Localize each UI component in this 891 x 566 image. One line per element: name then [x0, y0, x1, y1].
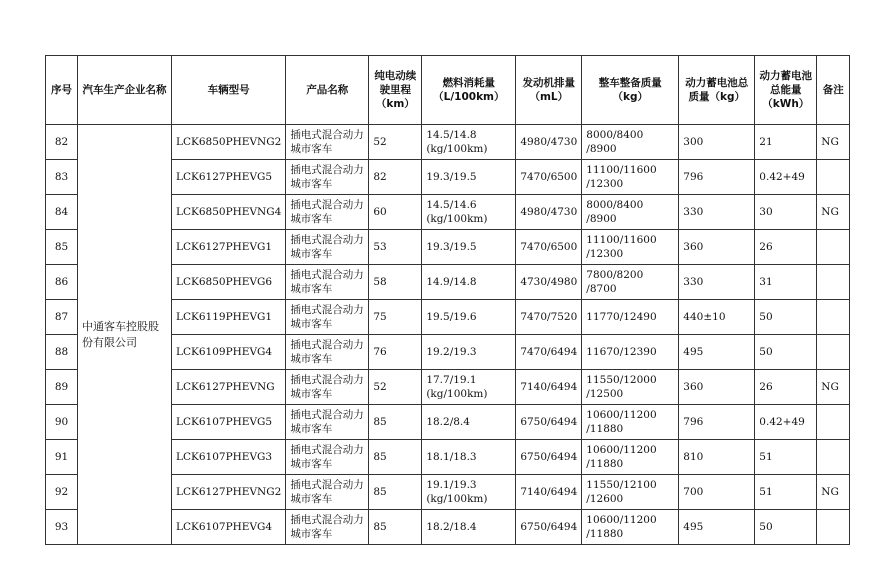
header-range: 纯电动续驶里程（km） — [369, 56, 422, 125]
cell-battery-energy: 51 — [755, 475, 817, 510]
cell-mass: 11100/11600 /12300 — [582, 230, 679, 265]
cell-fuel: 18.2/8.4 — [422, 405, 516, 440]
cell-mass: 10600/11200 /11880 — [582, 440, 679, 475]
cell-battery-energy: 50 — [755, 335, 817, 370]
cell-notes — [817, 405, 850, 440]
cell-seq: 84 — [46, 195, 78, 230]
cell-notes: NG — [817, 125, 850, 160]
header-engine: 发动机排量（mL） — [516, 56, 582, 125]
cell-battery-mass: 440±10 — [679, 300, 755, 335]
cell-model: LCK6119PHEVG1 — [172, 300, 286, 335]
cell-model: LCK6850PHEVNG4 — [172, 195, 286, 230]
cell-model: LCK6109PHEVG4 — [172, 335, 286, 370]
cell-seq: 86 — [46, 265, 78, 300]
cell-range: 76 — [369, 335, 422, 370]
cell-notes — [817, 230, 850, 265]
cell-range: 52 — [369, 370, 422, 405]
header-battery-mass: 动力蓄电池总质量（kg） — [679, 56, 755, 125]
cell-battery-energy: 0.42+49 — [755, 160, 817, 195]
header-mass: 整车整备质量（kg） — [582, 56, 679, 125]
cell-seq: 92 — [46, 475, 78, 510]
cell-fuel: 18.1/18.3 — [422, 440, 516, 475]
cell-product: 插电式混合动力城市客车 — [286, 160, 369, 195]
cell-model: LCK6107PHEVG3 — [172, 440, 286, 475]
table-body — [46, 125, 850, 545]
cell-product: 插电式混合动力城市客车 — [286, 195, 369, 230]
cell-product: 插电式混合动力城市客车 — [286, 405, 369, 440]
cell-notes — [817, 510, 850, 545]
cell-fuel: 19.5/19.6 — [422, 300, 516, 335]
header-notes: 备注 — [817, 56, 850, 125]
cell-model: LCK6127PHEVG1 — [172, 230, 286, 265]
cell-range: 85 — [369, 510, 422, 545]
cell-product: 插电式混合动力城市客车 — [286, 230, 369, 265]
cell-battery-mass: 330 — [679, 265, 755, 300]
cell-notes — [817, 160, 850, 195]
cell-mass: 11770/12490 — [582, 300, 679, 335]
cell-fuel: 19.3/19.5 — [422, 160, 516, 195]
cell-engine: 6750/6494 — [516, 405, 582, 440]
cell-engine: 7140/6494 — [516, 370, 582, 405]
cell-mass: 11670/12390 — [582, 335, 679, 370]
cell-battery-energy: 26 — [755, 370, 817, 405]
cell-engine: 4730/4980 — [516, 265, 582, 300]
cell-product: 插电式混合动力城市客车 — [286, 475, 369, 510]
cell-fuel: 19.2/19.3 — [422, 335, 516, 370]
cell-notes: NG — [817, 370, 850, 405]
cell-engine: 7470/6500 — [516, 230, 582, 265]
cell-mass: 7800/8200 /8700 — [582, 265, 679, 300]
cell-battery-mass: 810 — [679, 440, 755, 475]
cell-model: LCK6107PHEVG5 — [172, 405, 286, 440]
cell-mass: 10600/11200 /11880 — [582, 405, 679, 440]
cell-battery-energy: 51 — [755, 440, 817, 475]
cell-mass: 11100/11600 /12300 — [582, 160, 679, 195]
header-model: 车辆型号 — [172, 56, 286, 125]
cell-seq: 87 — [46, 300, 78, 335]
cell-fuel: 19.3/19.5 — [422, 230, 516, 265]
cell-range: 82 — [369, 160, 422, 195]
cell-manufacturer: 中通客车控股股份有限公司 — [78, 125, 172, 545]
cell-engine: 7470/6494 — [516, 335, 582, 370]
cell-notes — [817, 300, 850, 335]
cell-model: LCK6107PHEVG4 — [172, 510, 286, 545]
cell-seq: 89 — [46, 370, 78, 405]
cell-range: 85 — [369, 405, 422, 440]
cell-fuel: 17.7/19.1 (kg/100km) — [422, 370, 516, 405]
cell-fuel: 14.5/14.6 (kg/100km) — [422, 195, 516, 230]
cell-engine: 4980/4730 — [516, 195, 582, 230]
cell-product: 插电式混合动力城市客车 — [286, 510, 369, 545]
cell-mass: 8000/8400 /8900 — [582, 195, 679, 230]
cell-engine: 7470/6500 — [516, 160, 582, 195]
cell-mass: 8000/8400 /8900 — [582, 125, 679, 160]
cell-range: 85 — [369, 440, 422, 475]
cell-product: 插电式混合动力城市客车 — [286, 265, 369, 300]
header-manufacturer: 汽车生产企业名称 — [78, 56, 172, 125]
cell-model: LCK6127PHEVNG2 — [172, 475, 286, 510]
cell-battery-mass: 330 — [679, 195, 755, 230]
cell-fuel: 18.2/18.4 — [422, 510, 516, 545]
header-seq: 序号 — [46, 56, 78, 125]
cell-product: 插电式混合动力城市客车 — [286, 370, 369, 405]
cell-battery-mass: 700 — [679, 475, 755, 510]
cell-battery-mass: 360 — [679, 230, 755, 265]
cell-seq: 93 — [46, 510, 78, 545]
cell-battery-mass: 300 — [679, 125, 755, 160]
cell-range: 58 — [369, 265, 422, 300]
cell-engine: 7140/6494 — [516, 475, 582, 510]
cell-product: 插电式混合动力城市客车 — [286, 300, 369, 335]
cell-battery-energy: 21 — [755, 125, 817, 160]
cell-seq: 85 — [46, 230, 78, 265]
cell-battery-energy: 50 — [755, 300, 817, 335]
cell-notes — [817, 335, 850, 370]
cell-range: 60 — [369, 195, 422, 230]
cell-engine: 6750/6494 — [516, 510, 582, 545]
cell-model: LCK6850PHEVG6 — [172, 265, 286, 300]
cell-battery-mass: 495 — [679, 510, 755, 545]
cell-product: 插电式混合动力城市客车 — [286, 440, 369, 475]
cell-seq: 82 — [46, 125, 78, 160]
cell-battery-mass: 796 — [679, 405, 755, 440]
cell-model: LCK6127PHEVG5 — [172, 160, 286, 195]
cell-mass: 11550/12000 /12500 — [582, 370, 679, 405]
cell-seq: 88 — [46, 335, 78, 370]
cell-battery-energy: 30 — [755, 195, 817, 230]
cell-engine: 7470/7520 — [516, 300, 582, 335]
cell-battery-mass: 495 — [679, 335, 755, 370]
cell-battery-energy: 0.42+49 — [755, 405, 817, 440]
cell-fuel: 14.5/14.8 (kg/100km) — [422, 125, 516, 160]
table-header-row — [46, 56, 850, 125]
cell-notes: NG — [817, 195, 850, 230]
cell-fuel: 14.9/14.8 — [422, 265, 516, 300]
cell-range: 52 — [369, 125, 422, 160]
cell-battery-mass: 360 — [679, 370, 755, 405]
cell-range: 75 — [369, 300, 422, 335]
header-product: 产品名称 — [286, 56, 369, 125]
cell-model: LCK6850PHEVNG2 — [172, 125, 286, 160]
table-row — [46, 125, 850, 160]
cell-range: 85 — [369, 475, 422, 510]
cell-notes — [817, 440, 850, 475]
cell-engine: 6750/6494 — [516, 440, 582, 475]
header-battery-energy: 动力蓄电池总能量（kWh） — [755, 56, 817, 125]
header-fuel: 燃料消耗量（L/100km） — [422, 56, 516, 125]
cell-seq: 91 — [46, 440, 78, 475]
vehicle-catalog-table — [45, 55, 850, 545]
cell-mass: 10600/11200 /11880 — [582, 510, 679, 545]
cell-product: 插电式混合动力城市客车 — [286, 335, 369, 370]
cell-battery-energy: 31 — [755, 265, 817, 300]
cell-notes: NG — [817, 475, 850, 510]
cell-seq: 90 — [46, 405, 78, 440]
cell-product: 插电式混合动力城市客车 — [286, 125, 369, 160]
cell-battery-energy: 50 — [755, 510, 817, 545]
cell-notes — [817, 265, 850, 300]
cell-range: 53 — [369, 230, 422, 265]
cell-model: LCK6127PHEVNG — [172, 370, 286, 405]
cell-seq: 83 — [46, 160, 78, 195]
cell-mass: 11550/12100 /12600 — [582, 475, 679, 510]
cell-battery-energy: 26 — [755, 230, 817, 265]
cell-fuel: 19.1/19.3 (kg/100km) — [422, 475, 516, 510]
cell-battery-mass: 796 — [679, 160, 755, 195]
cell-engine: 4980/4730 — [516, 125, 582, 160]
